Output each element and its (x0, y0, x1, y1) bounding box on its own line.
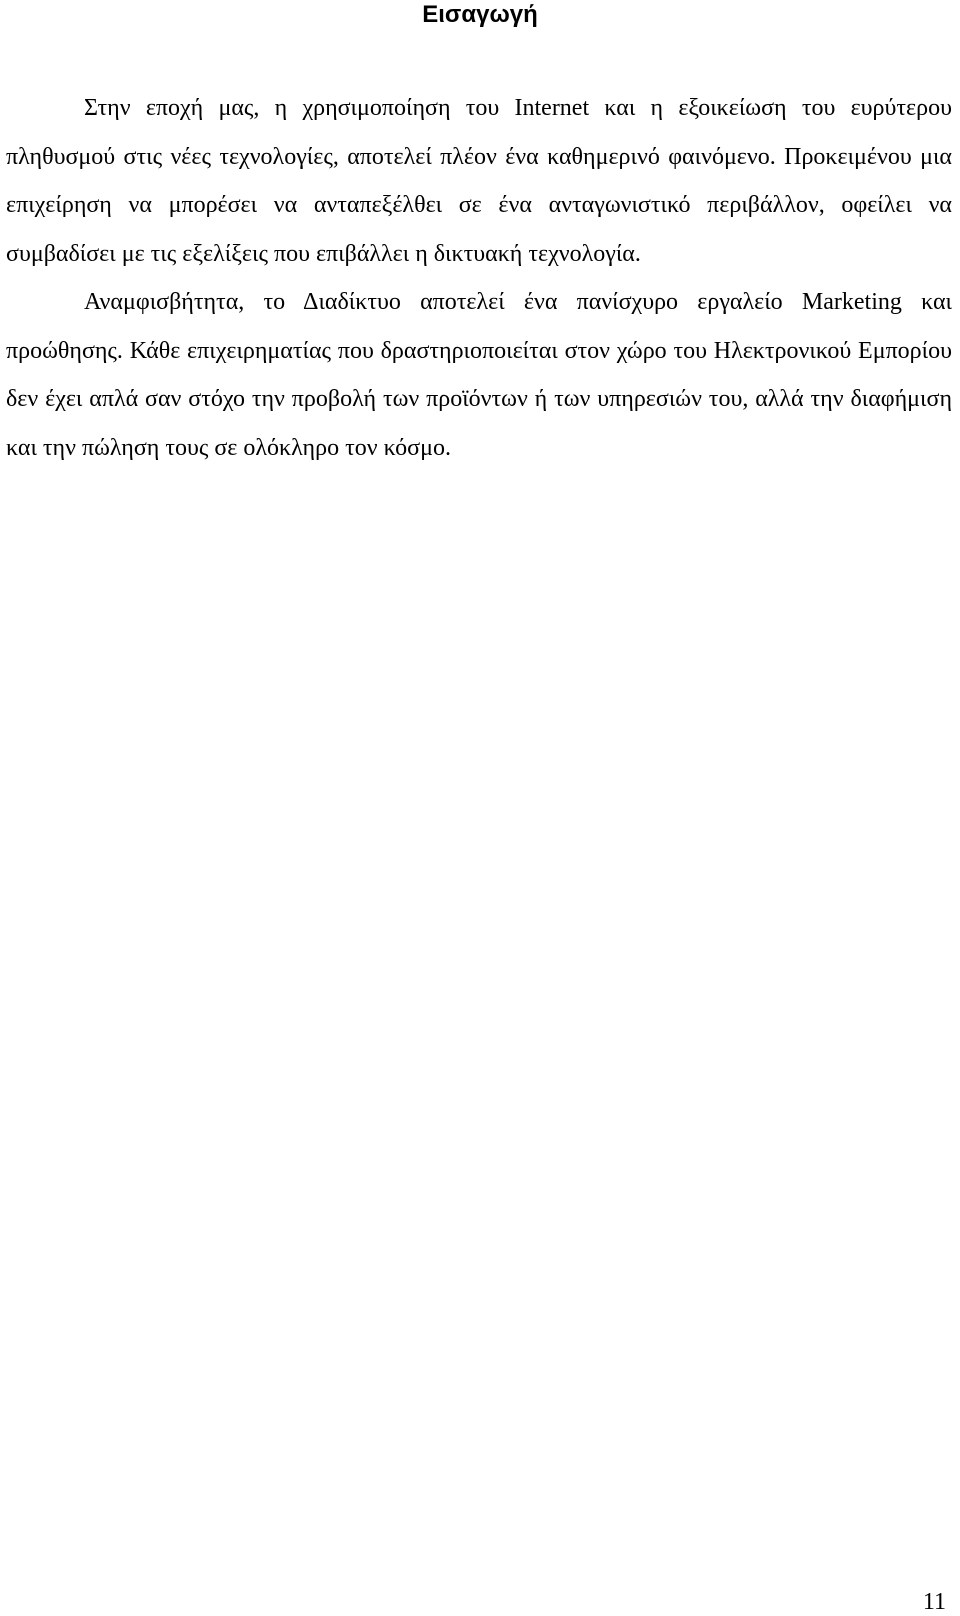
page-number: 11 (922, 1589, 946, 1615)
paragraph-intro: Στην εποχή μας, η χρησιμοποίηση του Internet και η εξοικείωση του ευρύτερου πληθυσμού στις νέες τεχνολογίες, αποτελεί πλέον ένα καθημερινό φαινόμενο. Προκειμένου μια επιχείρηση να μπορέσει να ανταπεξέλθει σε ένα ανταγωνιστικό περιβάλλον, οφείλει να συμβαδίσει με τις εξελίξεις που επιβάλλει η δικτυακή τεχνολογία. (6, 95, 952, 267)
body-text (6, 84, 952, 472)
paragraph-marketing: Αναμφισβήτητα, το Διαδίκτυο αποτελεί ένα πανίσχυρο εργαλείο Marketing και προώθησης. Κάθε επιχειρηματίας που δραστηριοποιείται στον χώρο του Ηλεκτρονικού Εμπορίου δεν έχει απλά σαν στόχο την προβολή των προϊόντων ή των υπηρεσιών του, αλλά την διαφήμιση και την πώληση τους σε ολόκληρο τον κόσμο. (6, 289, 952, 461)
section-title: Εισαγωγή (422, 1, 538, 28)
